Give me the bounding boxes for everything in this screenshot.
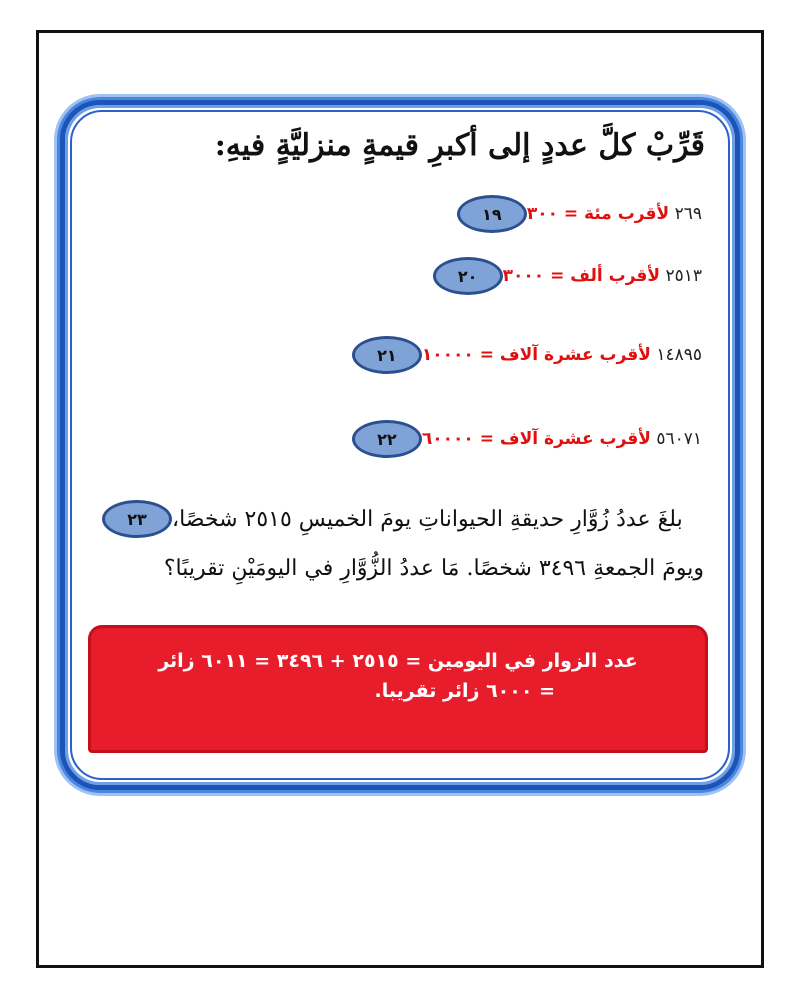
item-answer: لأقرب عشرة آلاف = ٦٠٠٠٠: [421, 429, 651, 449]
exercise-item-19: [457, 195, 712, 233]
item-number-badge: ٢٣: [102, 500, 172, 538]
item-answer: لأقرب عشرة آلاف = ١٠٠٠٠: [421, 345, 651, 365]
item-value: ٢٦٩: [674, 204, 702, 224]
item-text: [422, 429, 702, 449]
answer-line-2: = ٦٠٠٠ زائر تقريبا.: [374, 680, 555, 702]
word-problem-line-2: ويومَ الجمعةِ ٣٤٩٦ شخصًا. مَا عددُ الزُّوَّارِ في اليومَيْنِ تقريبًا؟: [163, 556, 704, 581]
item-answer: لأقرب مئة = ٣٠٠: [526, 204, 670, 224]
answer-box: [88, 625, 708, 753]
item-text: [422, 345, 702, 365]
word-problem-line-1: [92, 500, 712, 538]
item-number-badge: ٢٢: [352, 420, 422, 458]
item-value: ١٤٨٩٥: [656, 345, 702, 365]
item-value: ٢٥١٣: [665, 266, 702, 286]
item-answer: لأقرب ألف = ٣٠٠٠: [502, 266, 661, 286]
item-number-badge: ٢٠: [433, 257, 503, 295]
exercise-item-22: [352, 420, 712, 458]
exercise-heading: قَرِّبْ كلَّ عددٍ إلى أكبرِ قيمةٍ منزليَّةٍ فيهِ:: [214, 128, 705, 163]
item-value: ٥٦٠٧١: [656, 429, 702, 449]
item-number-badge: ١٩: [457, 195, 527, 233]
word-problem-text-1: بلغَ عددُ زُوَّارِ حديقةِ الحيواناتِ يومَ الخميسِ ٢٥١٥ شخصًا،: [172, 506, 683, 532]
answer-line-1: عدد الزوار في اليومين = ٢٥١٥ + ٣٤٩٦ = ٦٠١١ زائر: [158, 650, 638, 672]
exercise-item-20: [433, 257, 712, 295]
item-number-badge: ٢١: [352, 336, 422, 374]
item-text: [527, 204, 702, 224]
item-text: [503, 266, 702, 286]
word-problem-23: [92, 500, 712, 581]
exercise-item-21: [352, 336, 712, 374]
